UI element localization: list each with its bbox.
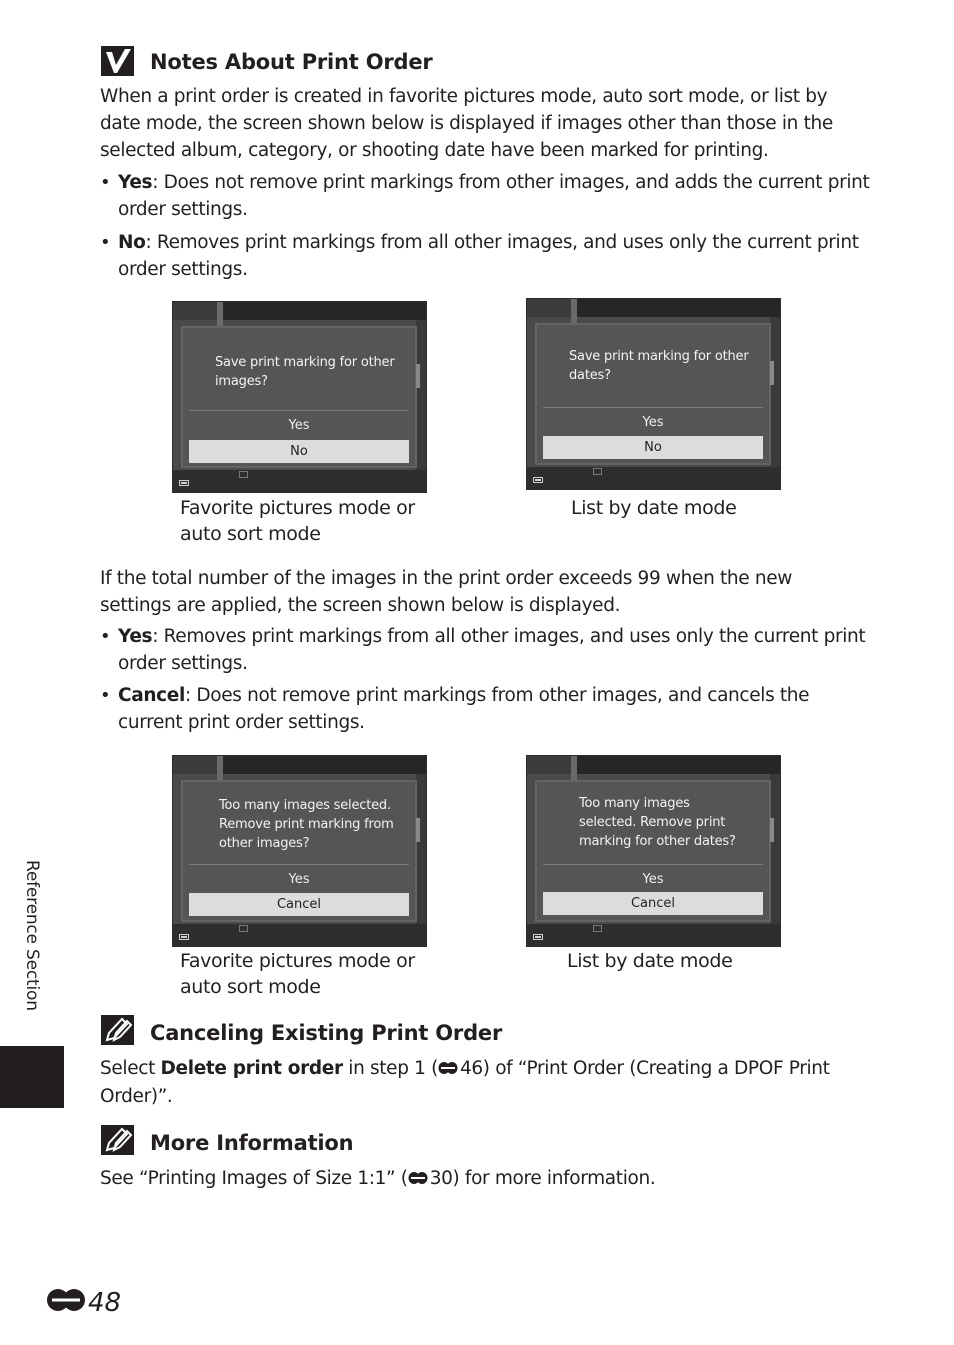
- reference-section-icon: [438, 1056, 458, 1083]
- dialog-message: Save print marking for other images?: [215, 355, 395, 389]
- battery-icon: [533, 934, 543, 940]
- page-number-text: 48: [88, 1288, 122, 1318]
- camera-screen-date-overflow: [526, 755, 781, 947]
- overflow-intro: If the total number of the images in the print order exceeds 99 when the new settings are applied, the screen shown below is displayed.: [100, 568, 793, 616]
- more-text-a: See “Printing Images of Size 1:1” (: [100, 1168, 408, 1189]
- reference-section-icon: [408, 1166, 428, 1193]
- bullet-desc: : Does not remove print markings from other images, and adds the current print order settings.: [118, 172, 870, 220]
- bullet-dot: •: [100, 685, 111, 706]
- bullet-term: Yes: [118, 172, 153, 193]
- dialog-message: Too many images selected. Remove print marking from other images?: [219, 798, 394, 851]
- reference-section-icon: [46, 1288, 86, 1319]
- option-cancel[interactable]: Cancel: [543, 892, 763, 915]
- option-yes[interactable]: Yes: [642, 415, 664, 430]
- bullet-dot: •: [100, 626, 111, 647]
- bullet-dot: •: [100, 232, 111, 253]
- option-no[interactable]: No: [189, 440, 409, 463]
- camera-screen-favorite-overflow: [172, 755, 427, 947]
- side-section-label: Reference Section: [22, 860, 42, 1011]
- print-marker-icon: [593, 925, 602, 932]
- confirm-dialog: [181, 326, 417, 468]
- option-no[interactable]: No: [543, 436, 763, 459]
- bullet-term: No: [118, 232, 146, 253]
- option-cancel[interactable]: Cancel: [189, 893, 409, 916]
- more-ref-page[interactable]: 30: [429, 1168, 453, 1189]
- bullet-desc: : Removes print markings from all other images, and uses only the current print order settings.: [118, 232, 859, 280]
- section-title-notes: Notes About Print Order: [150, 50, 433, 74]
- confirm-dialog: [535, 323, 771, 465]
- print-marker-icon: [239, 925, 248, 932]
- dialog-message: Save print marking for other dates?: [569, 349, 749, 383]
- section-title-more: More Information: [150, 1131, 354, 1155]
- page-number: [46, 1288, 121, 1322]
- cancel-text-a: Select: [100, 1058, 161, 1079]
- camera-screen-date: [526, 298, 781, 490]
- print-marker-icon: [593, 468, 602, 475]
- bullet-yes: [100, 169, 870, 223]
- bullet-dot: •: [100, 172, 111, 193]
- side-section-tab: [0, 1046, 64, 1108]
- section-title-cancel: Canceling Existing Print Order: [150, 1021, 503, 1045]
- camera-screen-favorite: [172, 301, 427, 493]
- more-text-b: ) for more information.: [452, 1168, 656, 1189]
- caption-date: List by date mode: [571, 497, 737, 519]
- option-yes[interactable]: Yes: [642, 872, 664, 887]
- bullet-desc: : Removes print markings from all other images, and uses only the current print order settings.: [118, 626, 866, 674]
- print-marker-icon: [239, 471, 248, 478]
- cancel-text: [100, 1055, 860, 1110]
- notes-intro: When a print order is created in favorite pictures mode, auto sort mode, or list by date mode, the screen shown below is displayed if images other than those in the selected album, category, or shooting date have been marked for printing.: [100, 86, 833, 161]
- cancel-text-b: in step 1 (: [342, 1058, 438, 1079]
- bullet-no: [100, 229, 870, 283]
- bullet-cancel-overflow: [100, 682, 870, 736]
- pencil-note-icon: [101, 1125, 134, 1155]
- dialog-message: Too many images selected. Remove print marking for other dates?: [579, 796, 736, 849]
- confirm-dialog: [535, 780, 771, 922]
- bullet-term: Yes: [118, 626, 153, 647]
- option-yes[interactable]: Yes: [288, 872, 310, 887]
- bullet-desc: : Does not remove print markings from other images, and cancels the current print order settings.: [118, 685, 810, 733]
- caution-check-icon: [101, 46, 134, 76]
- caption-date-overflow: List by date mode: [567, 950, 733, 972]
- battery-icon: [533, 477, 543, 483]
- battery-icon: [179, 480, 189, 486]
- cancel-ref-page[interactable]: 46: [459, 1058, 483, 1079]
- caption-favorite-overflow: Favorite pictures mode or auto sort mode: [180, 950, 415, 998]
- more-text: [100, 1165, 860, 1193]
- battery-icon: [179, 934, 189, 940]
- confirm-dialog: [181, 780, 417, 922]
- caption-favorite: Favorite pictures mode or auto sort mode: [180, 497, 415, 545]
- bullet-yes-overflow: [100, 623, 870, 677]
- bullet-term: Cancel: [118, 685, 185, 706]
- option-yes[interactable]: Yes: [288, 418, 310, 433]
- pencil-note-icon: [101, 1015, 134, 1045]
- cancel-text-c: ) of “Print Order (Creating a DPOF Print Order)”.: [100, 1058, 830, 1107]
- cancel-text-bold: Delete print order: [160, 1058, 343, 1079]
